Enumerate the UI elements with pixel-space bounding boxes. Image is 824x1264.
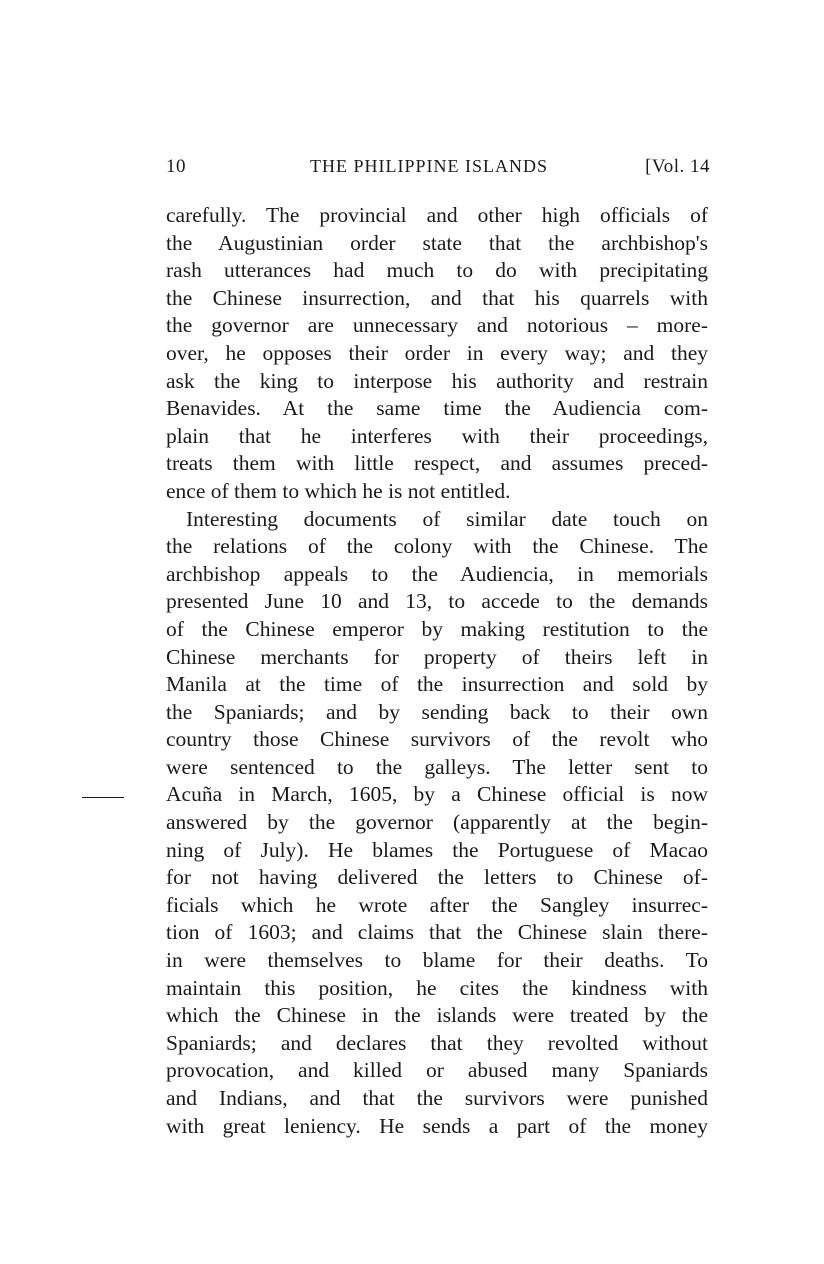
running-title: THE PHILIPPINE ISLANDS bbox=[310, 156, 548, 176]
text-line: treats them with little respect, and assumes preced- bbox=[166, 451, 708, 476]
body-text bbox=[166, 202, 708, 1140]
text-line: were sentenced to the galleys. The letter sent to bbox=[166, 754, 708, 779]
text-line: ning of July). He blames the Portuguese of Macao bbox=[166, 837, 708, 862]
text-line: of the Chinese emperor by making restitution to the bbox=[166, 616, 708, 641]
text-line: ficials which he wrote after the Sangley insurrec- bbox=[166, 892, 708, 917]
text-line: for not having delivered the letters to Chinese of- bbox=[166, 865, 708, 890]
text-line: maintain this position, he cites the kindness with bbox=[166, 975, 708, 1000]
text-line: plain that he interferes with their proceedings, bbox=[166, 423, 708, 448]
text-line: Benavides. At the same time the Audiencia com- bbox=[166, 396, 708, 421]
text-line: the governor are unnecessary and notorious – more- bbox=[166, 313, 708, 338]
text-line: answered by the governor (apparently at the begin- bbox=[166, 810, 708, 835]
text-line: and Indians, and that the survivors were punished bbox=[166, 1086, 708, 1110]
margin-rule bbox=[82, 797, 124, 798]
text-line: carefully. The provincial and other high officials of bbox=[166, 203, 708, 227]
text-line: rash utterances had much to do with precipitating bbox=[166, 258, 708, 283]
text-line: the Spaniards; and by sending back to their own bbox=[166, 699, 708, 724]
text-line: archbishop appeals to the Audiencia, in memorials bbox=[166, 561, 708, 586]
text-line: the Chinese insurrection, and that his quarrels with bbox=[166, 285, 708, 310]
text-line: country those Chinese survivors of the revolt who bbox=[166, 727, 708, 752]
text-line: Chinese merchants for property of theirs left in bbox=[166, 644, 708, 669]
text-line: presented June 10 and 13, to accede to the demands bbox=[166, 589, 708, 614]
text-line: Acuña in March, 1605, by a Chinese official is now bbox=[166, 782, 708, 807]
volume-label: [Vol. 14 bbox=[645, 156, 710, 177]
text-line: Manila at the time of the insurrection and sold by bbox=[166, 672, 708, 697]
text-line: ence of them to which he is not entitled. bbox=[166, 478, 511, 503]
text-line: the Augustinian order state that the archbishop's bbox=[166, 230, 708, 255]
running-head bbox=[166, 156, 710, 182]
text-line: with great leniency. He sends a part of the money bbox=[166, 1113, 708, 1138]
text-line: provocation, and killed or abused many Spaniards bbox=[166, 1058, 708, 1083]
text-line: Interesting documents of similar date touch on bbox=[186, 506, 708, 531]
text-line: tion of 1603; and claims that the Chinese slain there- bbox=[166, 920, 708, 945]
text-line: which the Chinese in the islands were treated by the bbox=[166, 1003, 708, 1028]
text-line: the relations of the colony with the Chinese. The bbox=[166, 534, 708, 559]
text-line: over, he opposes their order in every way; and they bbox=[166, 340, 708, 365]
text-line: in were themselves to blame for their deaths. To bbox=[166, 948, 708, 973]
text-line: Spaniards; and declares that they revolted without bbox=[166, 1030, 708, 1055]
text-line: ask the king to interpose his authority and restrain bbox=[166, 368, 708, 393]
page-number: 10 bbox=[166, 156, 186, 177]
